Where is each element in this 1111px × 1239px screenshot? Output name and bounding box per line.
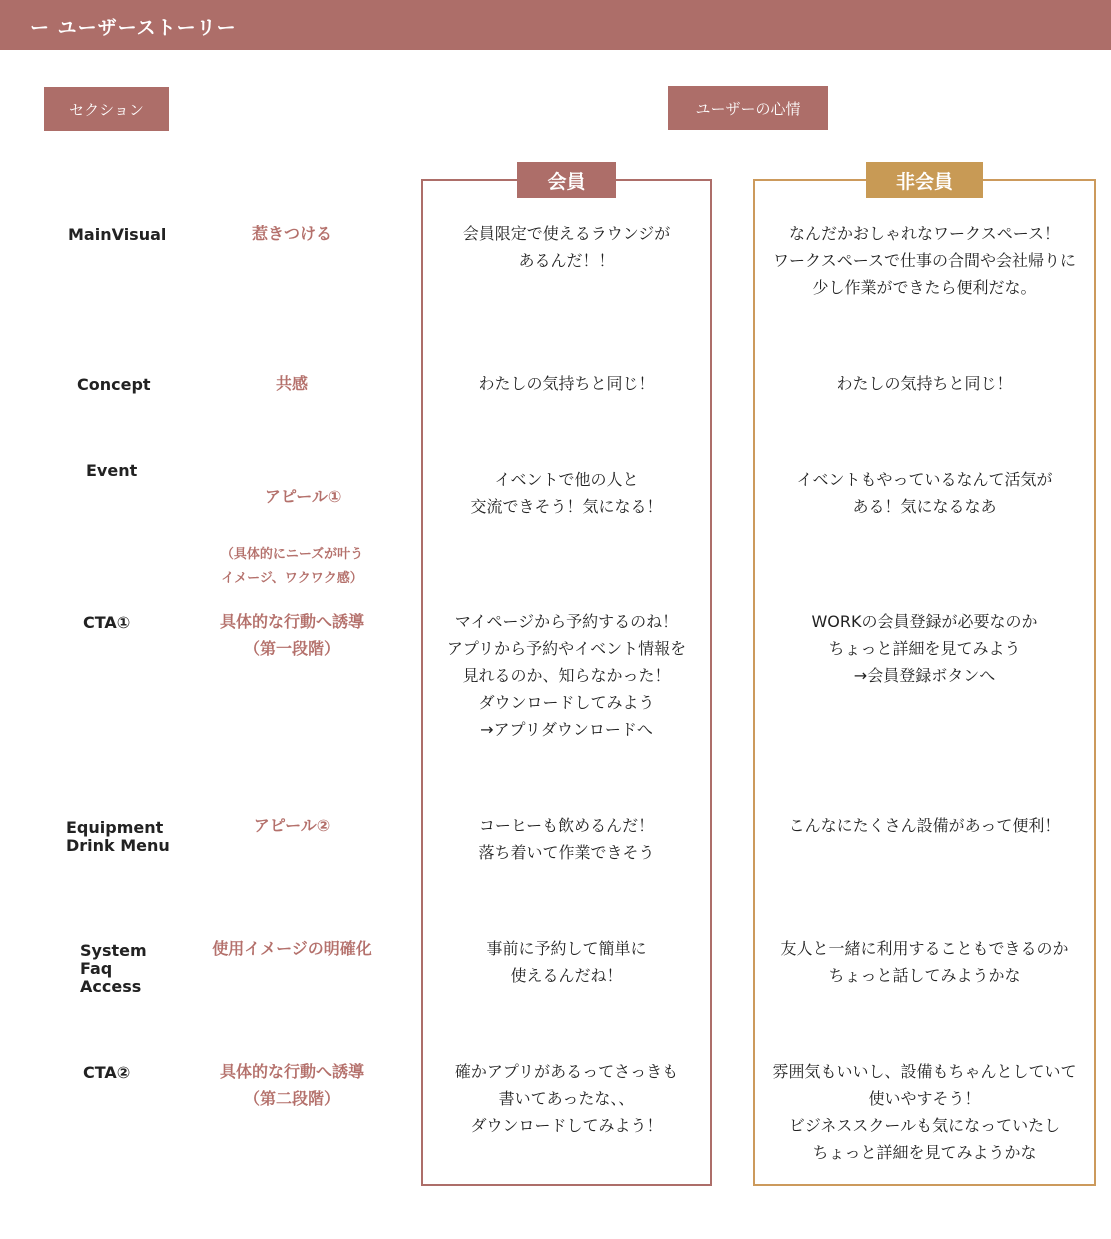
section-column-label: セクション (44, 87, 169, 131)
member-feeling: イベントで他の人と 交流できそう！気になる！ (470, 470, 663, 516)
nonmember-feeling: わたしの気持ちと同じ！ (836, 374, 1013, 393)
member-feeling: 確かアプリがあるってさっきも 書いてあったな、、 ダウンロードしてみよう！ (454, 1062, 679, 1135)
nonmember-feeling: 雰囲気もいいし、設備もちゃんとしていて 使いやすそう！ ビジネススクールも気になっていたし ちょっと詳細を見てみようかな (772, 1062, 1077, 1162)
section-name: Concept (77, 375, 151, 394)
nonmember-feeling: WORKの会員登録が必要なのか ちょっと詳細を見てみよう →会員登録ボタンへ (811, 612, 1038, 685)
section-purpose-main: アピール① (264, 487, 342, 506)
section-name: MainVisual (68, 225, 167, 244)
member-feeling: コーヒーも飲めるんだ！ 落ち着いて作業できそう (478, 816, 655, 862)
section-name: CTA① (83, 613, 131, 632)
member-feeling: わたしの気持ちと同じ！ (478, 374, 655, 393)
section-purpose: 具体的な行動へ誘導 （第二段階） (219, 1062, 364, 1108)
page-title: ー ユーザーストーリー (30, 17, 237, 39)
section-purpose: アピール② (253, 816, 331, 835)
section-name: System Faq Access (80, 941, 147, 996)
section-name: Event (86, 461, 138, 480)
section-purpose: 共感 (275, 374, 308, 393)
nonmember-feeling: 友人と一緒に利用することもできるのか ちょっと話してみようかな (780, 939, 1069, 985)
feelings-column-label: ユーザーの心情 (668, 86, 828, 130)
section-purpose: 使用イメージの明確化 (212, 939, 372, 958)
section-purpose: 具体的な行動へ誘導 （第一段階） (219, 612, 364, 658)
nonmember-feeling: なんだかおしゃれなワークスペース！ ワークスペースで仕事の合間や会社帰りに 少し作業ができたら便利だな。 (772, 224, 1077, 297)
member-feeling: マイページから予約するのね！ アプリから予約やイベント情報を 見れるのか、知らなかった！ ダウンロードしてみよう →アプリダウンロードへ (446, 612, 687, 739)
section-purpose: 惹きつける (251, 224, 332, 243)
nonmember-feeling: こんなにたくさん設備があって便利！ (788, 816, 1061, 835)
page-header (0, 0, 1111, 50)
nonmember-column-label: 非会員 (866, 162, 983, 198)
section-name: CTA② (83, 1063, 131, 1082)
member-column-label: 会員 (517, 162, 616, 198)
member-feeling: 事前に予約して簡単に 使えるんだね！ (486, 939, 647, 985)
section-purpose-note: （具体的にニーズが叶う イメージ、ワクワク感） (220, 547, 364, 586)
nonmember-feeling: イベントもやっているなんて活気が ある！気になるなあ (796, 470, 1053, 516)
member-feeling: 会員限定で使えるラウンジが あるんだ！！ (462, 224, 671, 270)
section-name: Equipment Drink Menu (66, 818, 170, 855)
